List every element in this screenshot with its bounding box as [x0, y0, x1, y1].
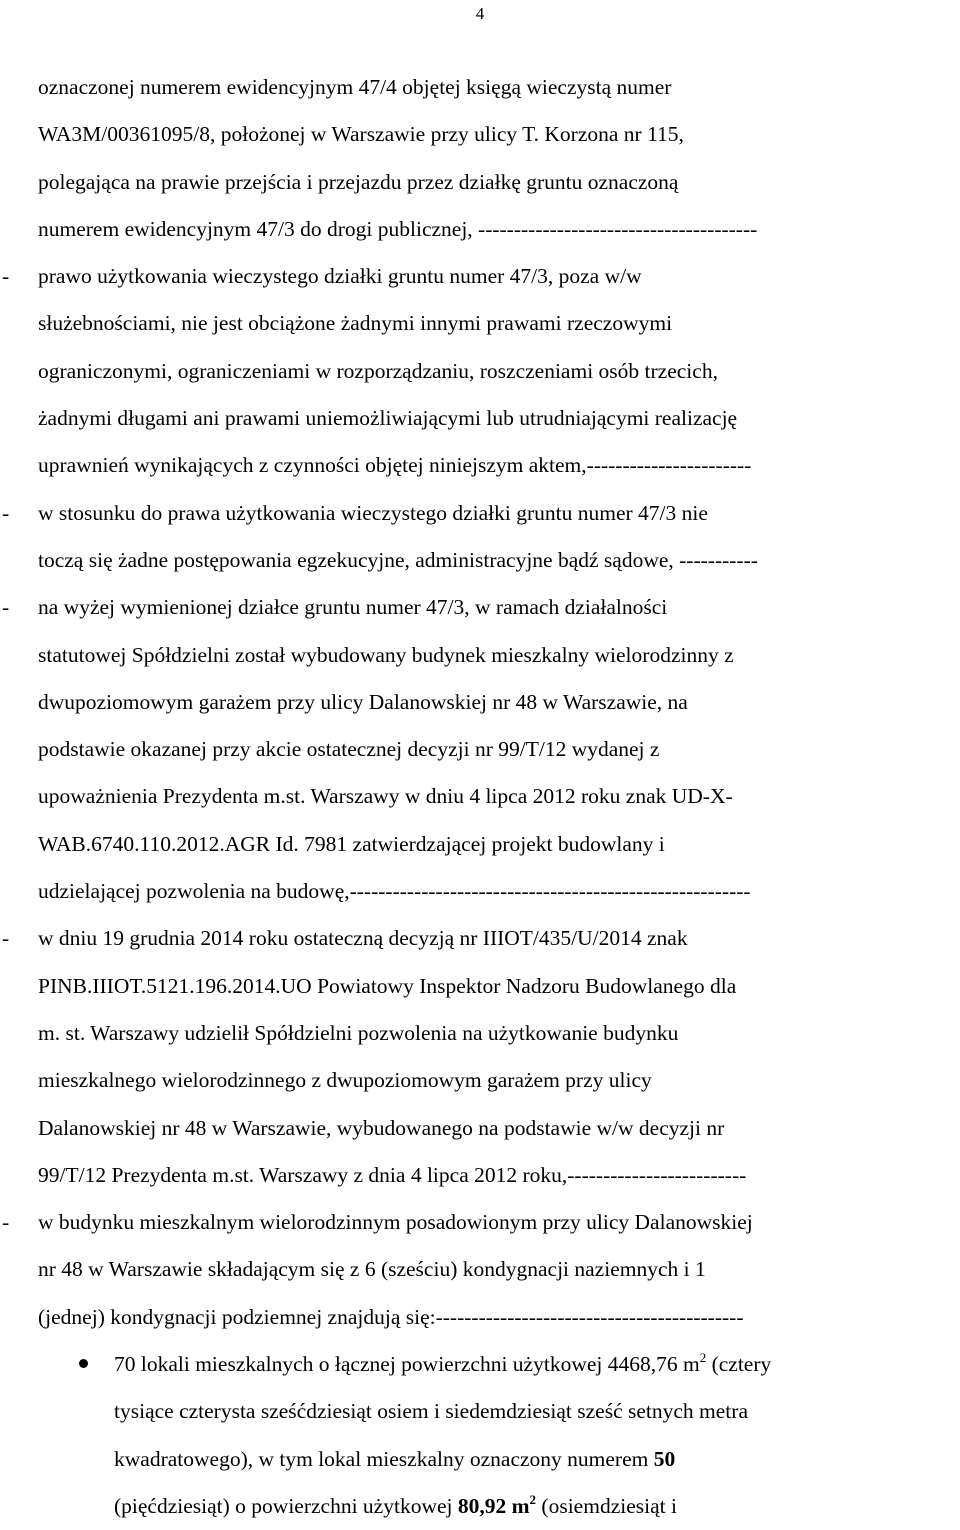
- text-line: uprawnień wynikających z czynności objętej niniejszym aktem,-----------------------: [38, 453, 752, 478]
- bullet-list-item: [114, 1341, 956, 1530]
- text-span: 70 lokali mieszkalnych o łącznej powierzchni użytkowej 4468,76 m: [114, 1352, 700, 1376]
- text-line: polegająca na prawie przejścia i przejazdu przez działkę gruntu oznaczoną: [38, 169, 679, 194]
- text-line: udzielającej pozwolenia na budowę,--------------------------------------------------------: [38, 879, 751, 904]
- text-line: Dalanowskiej nr 48 w Warszawie, wybudowanego na podstawie w/w decyzji nr: [38, 1115, 725, 1140]
- text-line: upoważnienia Prezydenta m.st. Warszawy w dniu 4 lipca 2012 roku znak UD-X-: [38, 784, 733, 809]
- superscript: 2: [699, 1350, 707, 1365]
- text-line: PINB.IIIOT.5121.196.2014.UO Powiatowy Inspektor Nadzoru Budowlanego dla: [38, 973, 737, 998]
- text-line: służebnościami, nie jest obciążone żadnymi innymi prawami rzeczowymi: [38, 311, 673, 336]
- text-line: numerem ewidencyjnym 47/3 do drogi publicznej, ---------------------------------------: [38, 216, 758, 241]
- superscript: 2: [529, 1491, 537, 1507]
- text-line: tysiące czterysta sześćdziesiąt osiem i siedemdziesiąt sześć setnych metra: [114, 1399, 748, 1424]
- list-item-dash: [2, 584, 956, 631]
- dash-marker: -: [2, 595, 10, 620]
- document-body: [2, 64, 956, 1341]
- text-line: m. st. Warszawy udzielił Spółdzielni pozwolenia na użytkowanie budynku: [38, 1020, 679, 1045]
- text-line: prawo użytkowania wieczystego działki gruntu numer 47/3, poza w/w: [38, 264, 642, 289]
- list-item-dash: [2, 490, 956, 537]
- bullet-icon: [79, 1359, 88, 1368]
- text-line: WA3M/00361095/8, położonej w Warszawie przy ulicy T. Korzona nr 115,: [38, 122, 684, 147]
- text-line: WAB.6740.110.2012.AGR Id. 7981 zatwierdzającej projekt budowlany i: [38, 831, 665, 856]
- text-line: oznaczonej numerem ewidencyjnym 47/4 objętej księgą wieczystą numer: [38, 75, 672, 99]
- text-line: statutowej Spółdzielni został wybudowany budynek mieszkalny wielorodzinny z: [38, 642, 734, 667]
- text-line: żadnymi długami ani prawami uniemożliwiającymi lub utrudniającymi realizację: [38, 406, 738, 431]
- text-line: ograniczonymi, ograniczeniami w rozporządzaniu, roszczeniami osób trzecich,: [38, 358, 718, 383]
- text-line: w stosunku do prawa użytkowania wieczystego działki gruntu numer 47/3 nie: [38, 500, 708, 525]
- list-item-dash: [2, 915, 956, 962]
- text-line: (jednej) kondygnacji podziemnej znajdują się:-------------------------------------------: [38, 1304, 744, 1329]
- page-number: 4: [475, 4, 485, 23]
- text-line: nr 48 w Warszawie składającym się z 6 (sześciu) kondygnacji naziemnych i 1: [38, 1257, 706, 1282]
- text-line: podstawie okazanej przy akcie ostatecznej decyzji nr 99/T/12 wydanej z: [38, 737, 660, 762]
- text-line: dwupoziomowym garażem przy ulicy Dalanowskiej nr 48 w Warszawie, na: [38, 689, 688, 714]
- text-line: toczą się żadne postępowania egzekucyjne, administracyjne bądź sądowe, -----------: [38, 547, 758, 572]
- text-line: [114, 1436, 956, 1483]
- text-line: 99/T/12 Prezydenta m.st. Warszawy z dnia 4 lipca 2012 roku,-------------------------: [38, 1162, 747, 1187]
- dash-marker: -: [2, 264, 10, 289]
- bold-text: [457, 1491, 537, 1518]
- text-line: mieszkalnego wielorodzinnego z dwupoziomowym garażem przy ulicy: [38, 1068, 652, 1093]
- dash-marker: -: [2, 1210, 10, 1235]
- text-span: (osiemdziesiąt i: [536, 1493, 677, 1518]
- text-span: kwadratowego), w tym lokal mieszkalny oznaczony numerem: [114, 1446, 654, 1471]
- text-line: w budynku mieszkalnym wielorodzinnym posadowionym przy ulicy Dalanowskiej: [38, 1210, 753, 1235]
- text-span: (cztery: [706, 1352, 772, 1376]
- text-line: w dniu 19 grudnia 2014 roku ostateczną decyzją nr IIIOT/435/U/2014 znak: [38, 926, 688, 951]
- text-line: na wyżej wymienionej działce gruntu numer 47/3, w ramach działalności: [38, 595, 668, 620]
- bold-text: 50: [653, 1446, 676, 1471]
- text-span: 80,92 m: [457, 1493, 530, 1518]
- text-line: [114, 1483, 956, 1530]
- text-span: (pięćdziesiąt) o powierzchni użytkowej: [114, 1493, 458, 1518]
- dash-marker: -: [2, 926, 10, 951]
- dash-marker: -: [2, 500, 10, 525]
- list-item-dash: [2, 1199, 956, 1246]
- list-item-dash: [2, 253, 956, 300]
- text-line: [114, 1341, 956, 1388]
